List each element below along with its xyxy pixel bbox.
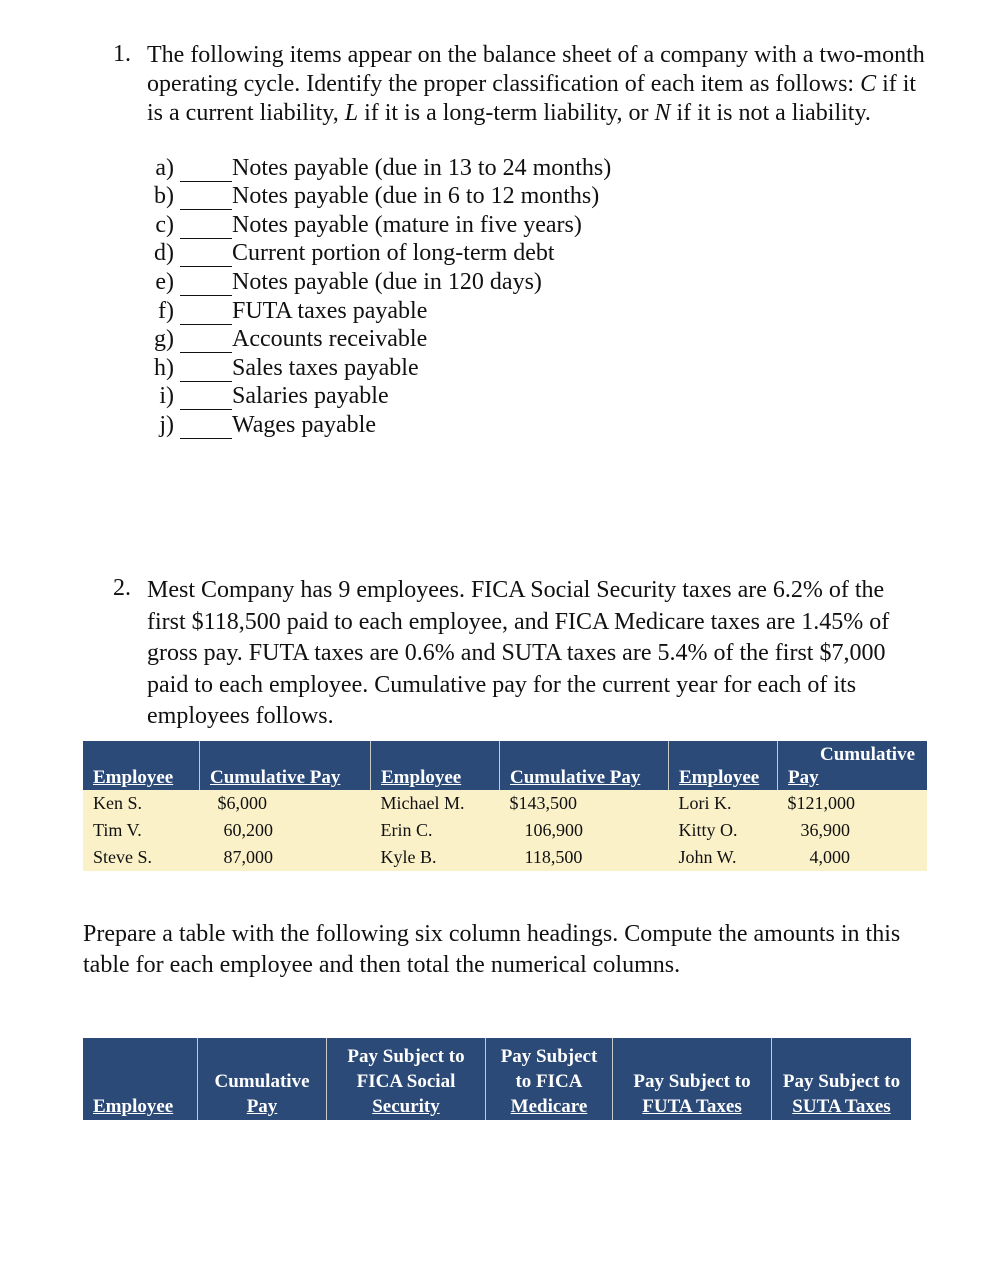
item-label: g) [154,326,174,353]
item-text: Notes payable (due in 120 days) [232,268,542,295]
item-text: Sales taxes payable [232,354,419,381]
item-text: Notes payable (due in 13 to 24 months) [232,154,612,181]
q1-text-n: if it is not a liability. [670,100,871,126]
cell: 60,200 [200,817,371,844]
computation-table-headings [83,1038,911,1120]
col-header: Employee [371,741,500,790]
list-item [134,210,611,239]
item-label: i) [159,383,174,410]
cell: 4,000 [778,844,928,871]
col-header-line1: Cumulative [820,744,915,765]
col-header: Cumulative Pay [200,741,371,790]
col-header: Cumulative Pay [500,741,669,790]
answer-blank[interactable] [180,189,232,210]
col-header: Employee [669,741,778,790]
table-header-row [83,741,927,790]
cell: Erin C. [371,817,500,844]
list-item [134,382,611,411]
col-header: Pay Subject to FICA Social Security [327,1038,486,1120]
code-n: N [654,100,671,126]
question-2-number: 2. [113,575,131,601]
answer-blank[interactable] [180,361,232,382]
list-item [134,410,611,439]
answer-blank[interactable] [180,275,232,296]
cell: Kitty O. [669,817,778,844]
code-c: C [860,71,877,97]
question-2-text: Mest Company has 9 employees. FICA Social Security taxes are 6.2% of the first $118,500 paid to each employee, and FICA Medicare taxes are 1.45% of gross pay. FUTA taxes are 0.6% and SUTA taxes are 5.4% of the first $7,000 paid to each employee. Cumulative pay for the current year for each of its employees follows. [147,577,890,729]
answer-blank[interactable] [180,389,232,410]
list-item [134,153,611,182]
col-header: Cumulative Pay [198,1038,327,1120]
answer-blank[interactable] [180,304,232,325]
list-item [134,182,611,211]
question-1-items [134,153,611,439]
list-item [134,325,611,354]
col-header [778,741,928,790]
cell: John W. [669,844,778,871]
cumulative-pay-table [83,741,927,871]
item-label: e) [155,268,174,295]
cell: 106,900 [500,817,669,844]
item-label: c) [155,211,174,238]
col-header: Employee [83,1038,198,1120]
code-l: L [344,100,359,126]
instruction-text: Prepare a table with the following six column headings. Compute the amounts in this table for each employee and then total the numerical columns. [83,921,901,978]
col-header: Pay Subject to FUTA Taxes [613,1038,772,1120]
q1-text-l: if it is a long-term liability, or [358,100,655,126]
list-item [134,353,611,382]
cell: Kyle B. [371,844,500,871]
table-row [83,844,927,871]
answer-blank[interactable] [180,418,232,439]
item-text: Accounts receivable [232,326,428,353]
answer-blank[interactable] [180,246,232,267]
item-text: FUTA taxes payable [232,297,428,324]
cell: $143,500 [500,790,669,817]
q1-text-c: if it is a current liability, [147,71,917,126]
cell: $121,000 [778,790,928,817]
cell: $6,000 [200,790,371,817]
question-1-number: 1. [113,41,131,67]
list-item [134,239,611,268]
cell: 87,000 [200,844,371,871]
item-text: Current portion of long-term debt [232,240,555,267]
item-label: a) [155,154,174,181]
item-label: d) [154,240,174,267]
item-text: Notes payable (mature in five years) [232,211,582,238]
item-label: j) [159,411,174,438]
list-item [134,267,611,296]
table-header-row [83,1038,911,1120]
list-item [134,296,611,325]
answer-blank[interactable] [180,161,232,182]
item-text: Wages payable [232,411,376,438]
answer-blank[interactable] [180,218,232,239]
table-row [83,817,927,844]
cell: Lori K. [669,790,778,817]
item-text: Salaries payable [232,383,389,410]
col-header: Pay Subject to SUTA Taxes [772,1038,912,1120]
col-header: Pay Subject to FICA Medicare [486,1038,613,1120]
answer-blank[interactable] [180,332,232,353]
question-1-text [147,41,927,128]
col-header-line2: Pay [788,767,819,788]
table-row [83,790,927,817]
q1-text-pre: The following items appear on the balance sheet of a company with a two-month operating cycle. Identify the proper classification of each item as follows: [147,42,925,97]
cell: 36,900 [778,817,928,844]
item-text: Notes payable (due in 6 to 12 months) [232,183,600,210]
cell: Ken S. [83,790,200,817]
col-header: Employee [83,741,200,790]
cell: Michael M. [371,790,500,817]
item-label: f) [158,297,174,324]
item-label: b) [154,183,174,210]
cell: 118,500 [500,844,669,871]
item-label: h) [154,354,174,381]
cell: Steve S. [83,844,200,871]
cell: Tim V. [83,817,200,844]
